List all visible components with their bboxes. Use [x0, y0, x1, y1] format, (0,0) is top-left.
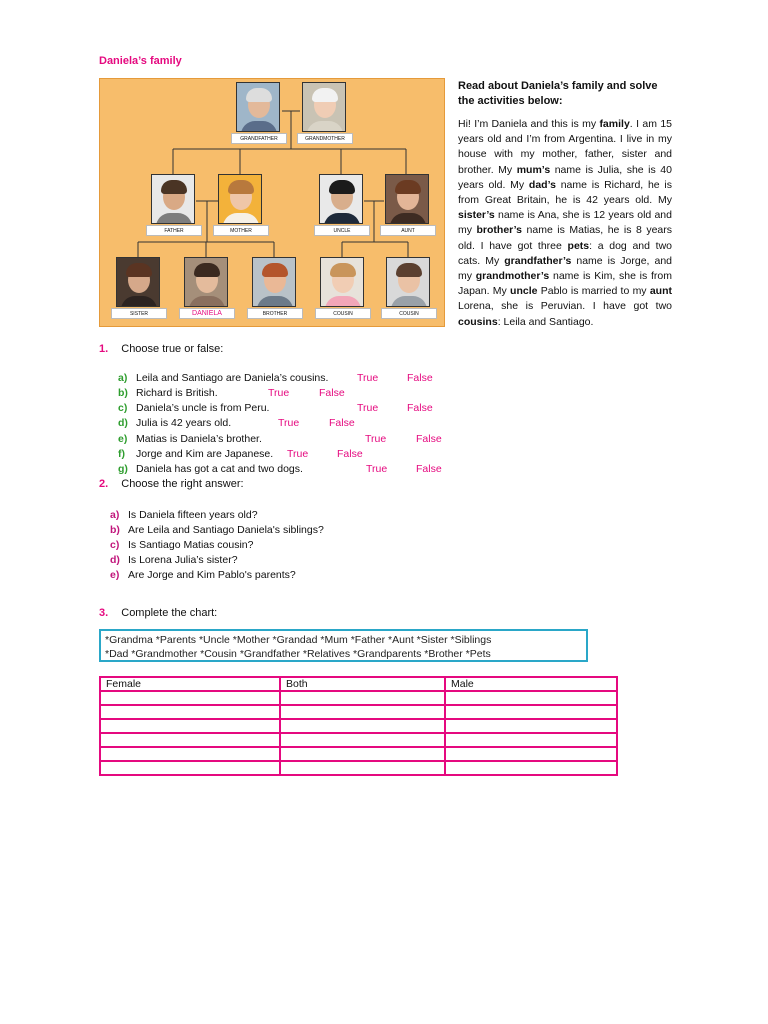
aunt-label: AUNT — [380, 225, 436, 236]
question-item: b) Are Leila and Santiago Daniela's siblings? — [110, 524, 324, 536]
male-cell[interactable] — [445, 747, 617, 761]
grandfather-label: GRANDFATHER — [231, 133, 287, 144]
both-cell[interactable] — [280, 747, 445, 761]
family-tree — [99, 78, 445, 327]
father — [151, 174, 197, 236]
false-option[interactable]: False — [407, 402, 433, 414]
false-option[interactable]: False — [416, 433, 442, 445]
question-item: c) Is Santiago Matias cousin? — [110, 539, 254, 551]
header-both: Both — [280, 677, 445, 691]
grandmother — [302, 82, 348, 144]
male-cell[interactable] — [445, 719, 617, 733]
brother — [252, 257, 298, 319]
header-male: Male — [445, 677, 617, 691]
question-item: e) Are Jorge and Kim Pablo's parents? — [110, 569, 296, 581]
daniela — [184, 257, 230, 319]
grandmother-photo — [302, 82, 346, 132]
female-cell[interactable] — [100, 733, 280, 747]
grandmother-label: GRANDMOTHER — [297, 133, 353, 144]
section-1-heading — [99, 343, 223, 355]
tf-item: b) Richard is British. — [118, 387, 218, 399]
both-cell[interactable] — [280, 691, 445, 705]
question-item: a) Is Daniela fifteen years old? — [110, 509, 258, 521]
section-2-title: Choose the right answer: — [121, 478, 244, 490]
male-cell[interactable] — [445, 733, 617, 747]
cousin-2-label: COUSIN — [381, 308, 437, 319]
false-option[interactable]: False — [407, 372, 433, 384]
true-option[interactable]: True — [357, 402, 379, 414]
female-cell[interactable] — [100, 747, 280, 761]
true-option[interactable]: True — [366, 463, 388, 475]
uncle-label: UNCLE — [314, 225, 370, 236]
both-cell[interactable] — [280, 733, 445, 747]
uncle-photo — [319, 174, 363, 224]
tf-item: c) Daniela’s uncle is from Peru. — [118, 402, 270, 414]
word-bank-line-2: *Dad *Grandmother *Cousin *Grandfather *Relatives *Grandparents *Brother *Pets — [105, 648, 491, 660]
cousin-2 — [386, 257, 432, 319]
chart-row — [100, 691, 617, 705]
tf-item: a) Leila and Santiago are Daniela’s cousins. — [118, 372, 329, 384]
brother-photo — [252, 257, 296, 307]
cousin-1-label: COUSIN — [315, 308, 371, 319]
section-2-number: 2. — [99, 478, 109, 490]
sister-label: SISTER — [111, 308, 167, 319]
sister-photo — [116, 257, 160, 307]
father-photo — [151, 174, 195, 224]
false-option[interactable]: False — [329, 417, 355, 429]
section-3-title: Complete the chart: — [121, 607, 218, 619]
both-cell[interactable] — [280, 719, 445, 733]
female-cell[interactable] — [100, 705, 280, 719]
false-option[interactable]: False — [319, 387, 345, 399]
word-bank-line-1: *Grandma *Parents *Uncle *Mother *Grandad *Mum *Father *Aunt *Sister *Siblings — [105, 634, 492, 646]
aunt — [385, 174, 431, 236]
tf-item: e) Matias is Daniela’s brother. — [118, 433, 262, 445]
male-cell[interactable] — [445, 705, 617, 719]
section-3-number: 3. — [99, 607, 109, 619]
both-cell[interactable] — [280, 705, 445, 719]
classification-chart — [99, 676, 618, 776]
reading-heading: Read about Daniela’s family and solve the activities below: — [458, 80, 658, 107]
chart-row — [100, 719, 617, 733]
section-1-title: Choose true or false: — [121, 343, 224, 355]
mother — [218, 174, 264, 236]
section-3-heading — [99, 607, 217, 619]
cousin-1 — [320, 257, 366, 319]
male-cell[interactable] — [445, 691, 617, 705]
female-cell[interactable] — [100, 691, 280, 705]
grandfather — [236, 82, 282, 144]
chart-row — [100, 733, 617, 747]
reading-paragraph: Hi! I’m Daniela and this is my family. I am 15 years old and I’m from Argentina. I live in my house with my mother, father, sister and brother. My mum’s name is Julia, she is 40 years old. My dad’s name is Richard, he is from Great Britain, he is 42 years old. My sister’s name is Ana, she is 12 years old and my brother’s name is Matias, he is 8 years old. I have got three pets: a dog and two cats. My grandfather’s name is Jorge, and my grandmother’s name is Kim, she is from Japan. My uncle Pablo is married to my aunt Lorena, she is Peruvian. I have got two cousins: Leila and Santiago. — [458, 118, 672, 328]
female-cell[interactable] — [100, 761, 280, 775]
daniela-photo — [184, 257, 228, 307]
section-1-number: 1. — [99, 343, 109, 355]
question-item: d) Is Lorena Julia’s sister? — [110, 554, 238, 566]
female-cell[interactable] — [100, 719, 280, 733]
male-cell[interactable] — [445, 761, 617, 775]
header-female: Female — [100, 677, 280, 691]
true-option[interactable]: True — [287, 448, 309, 460]
false-option[interactable]: False — [416, 463, 442, 475]
both-cell[interactable] — [280, 761, 445, 775]
true-option[interactable]: True — [278, 417, 300, 429]
tf-item: f) Jorge and Kim are Japanese. — [118, 448, 274, 460]
tf-item: d) Julia is 42 years old. — [118, 417, 232, 429]
daniela-label: DANIELA — [179, 308, 235, 319]
chart-header-row — [100, 677, 617, 691]
chart-row — [100, 747, 617, 761]
chart-row — [100, 705, 617, 719]
father-label: FATHER — [146, 225, 202, 236]
grandfather-photo — [236, 82, 280, 132]
chart-row — [100, 761, 617, 775]
tf-item: g) Daniela has got a cat and two dogs. — [118, 463, 303, 475]
true-option[interactable]: True — [268, 387, 290, 399]
mother-label: MOTHER — [213, 225, 269, 236]
aunt-photo — [385, 174, 429, 224]
page-title: Daniela’s family — [99, 55, 182, 67]
mother-photo — [218, 174, 262, 224]
cousin-1-photo — [320, 257, 364, 307]
cousin-2-photo — [386, 257, 430, 307]
word-bank — [99, 629, 588, 662]
brother-label: BROTHER — [247, 308, 303, 319]
true-option[interactable]: True — [365, 433, 387, 445]
sister — [116, 257, 162, 319]
true-option[interactable]: True — [357, 372, 379, 384]
false-option[interactable]: False — [337, 448, 363, 460]
uncle — [319, 174, 365, 236]
section-2-heading — [99, 478, 244, 490]
